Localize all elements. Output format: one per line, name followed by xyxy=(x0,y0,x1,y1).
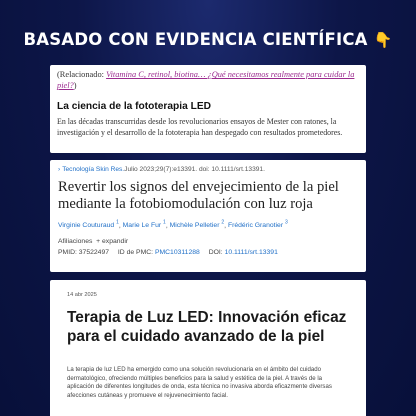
journal-link[interactable]: Tecnología Skin Res. xyxy=(62,166,125,173)
chevron-right-icon[interactable]: › xyxy=(58,166,61,173)
related-note: (Relacionado: Vitamina C, retinol, biotina… ¿Qué necesitamos realmente para cuidar la piel?) xyxy=(57,70,355,90)
affiliations-label: Afiliaciones xyxy=(58,238,93,246)
author-affiliation-number: 3 xyxy=(284,220,288,226)
headline-text: BASADO CON EVIDENCIA CIENTÍFICA xyxy=(23,30,368,49)
author-separator: , xyxy=(118,222,123,230)
article-paragraph: La terapia de luz LED ha emergido como una solución revolucionaria en el ámbito del cuidado dermatológico, ofreciendo múltiples beneficios para la salud y estética de la piel. A través de la aplicación de diferentes longitudes de onda, esta técnica no invasiva aborda eficazmente diversas afecciones cutáneas y promueve el rejuvenecimiento facial. xyxy=(67,366,332,400)
pmc-link[interactable]: PMC10311288 xyxy=(154,249,200,257)
author-affiliation-number: 1 xyxy=(163,220,166,226)
affiliations-row xyxy=(58,238,358,245)
pointing-down-hand-icon: 👇 xyxy=(373,31,393,49)
identifier-row xyxy=(58,249,358,256)
author-affiliation-number: 1 xyxy=(116,220,119,226)
expand-button[interactable]: expandir xyxy=(102,238,129,246)
article-title: Terapia de Luz LED: Innovación eficaz para el cuidado avanzado de la piel xyxy=(67,309,347,345)
section-heading: La ciencia de la fototerapia LED xyxy=(57,101,211,112)
author-affiliation-number: 2 xyxy=(221,220,225,226)
author-link[interactable]: Michèle Pelletier $^2$ xyxy=(169,220,225,230)
article-excerpt-card xyxy=(50,65,366,153)
author-separator: , xyxy=(165,222,170,230)
blog-article-card xyxy=(50,280,366,416)
author-link[interactable]: Virginie Couturaud $^1$ xyxy=(58,220,119,230)
pmid-value: 37522497 xyxy=(78,249,110,257)
pmid-label: PMID: xyxy=(58,249,77,257)
page-headline xyxy=(0,30,416,49)
section-paragraph: En las décadas transcurridas desde los revolucionarios ensayos de Mester con ratones, la investigación y el desarrollo de la fototerapia han despegado con resultados prometedores. xyxy=(57,117,343,137)
citation-details: Julio 2023;29(7):e13391. doi: 10.1111/srt.13391. xyxy=(124,166,265,173)
author-link[interactable]: Frédéric Granotier $^3$ xyxy=(227,220,288,230)
doi-link[interactable]: 10.1111/srt.13391 xyxy=(224,249,278,257)
paper-title: Revertir los signos del envejecimiento de la piel mediante la fotobiomodulación con luz roja xyxy=(58,179,339,212)
pubmed-citation-card xyxy=(50,160,366,272)
author-separator: , xyxy=(224,222,228,230)
author-link[interactable]: Marie Le Fur $^1$ xyxy=(122,220,166,230)
plus-icon[interactable]: + xyxy=(94,238,103,246)
doi-label: DOI: xyxy=(208,249,223,257)
pmc-label: ID de PMC: xyxy=(117,249,154,257)
article-date: 14 abr 2025 xyxy=(67,292,97,298)
related-link[interactable]: Vitamina C, retinol, biotina… ¿Qué necesitamos realmente para cuidar la piel? xyxy=(57,70,355,90)
author-list xyxy=(58,220,358,229)
citation-line xyxy=(58,166,358,173)
